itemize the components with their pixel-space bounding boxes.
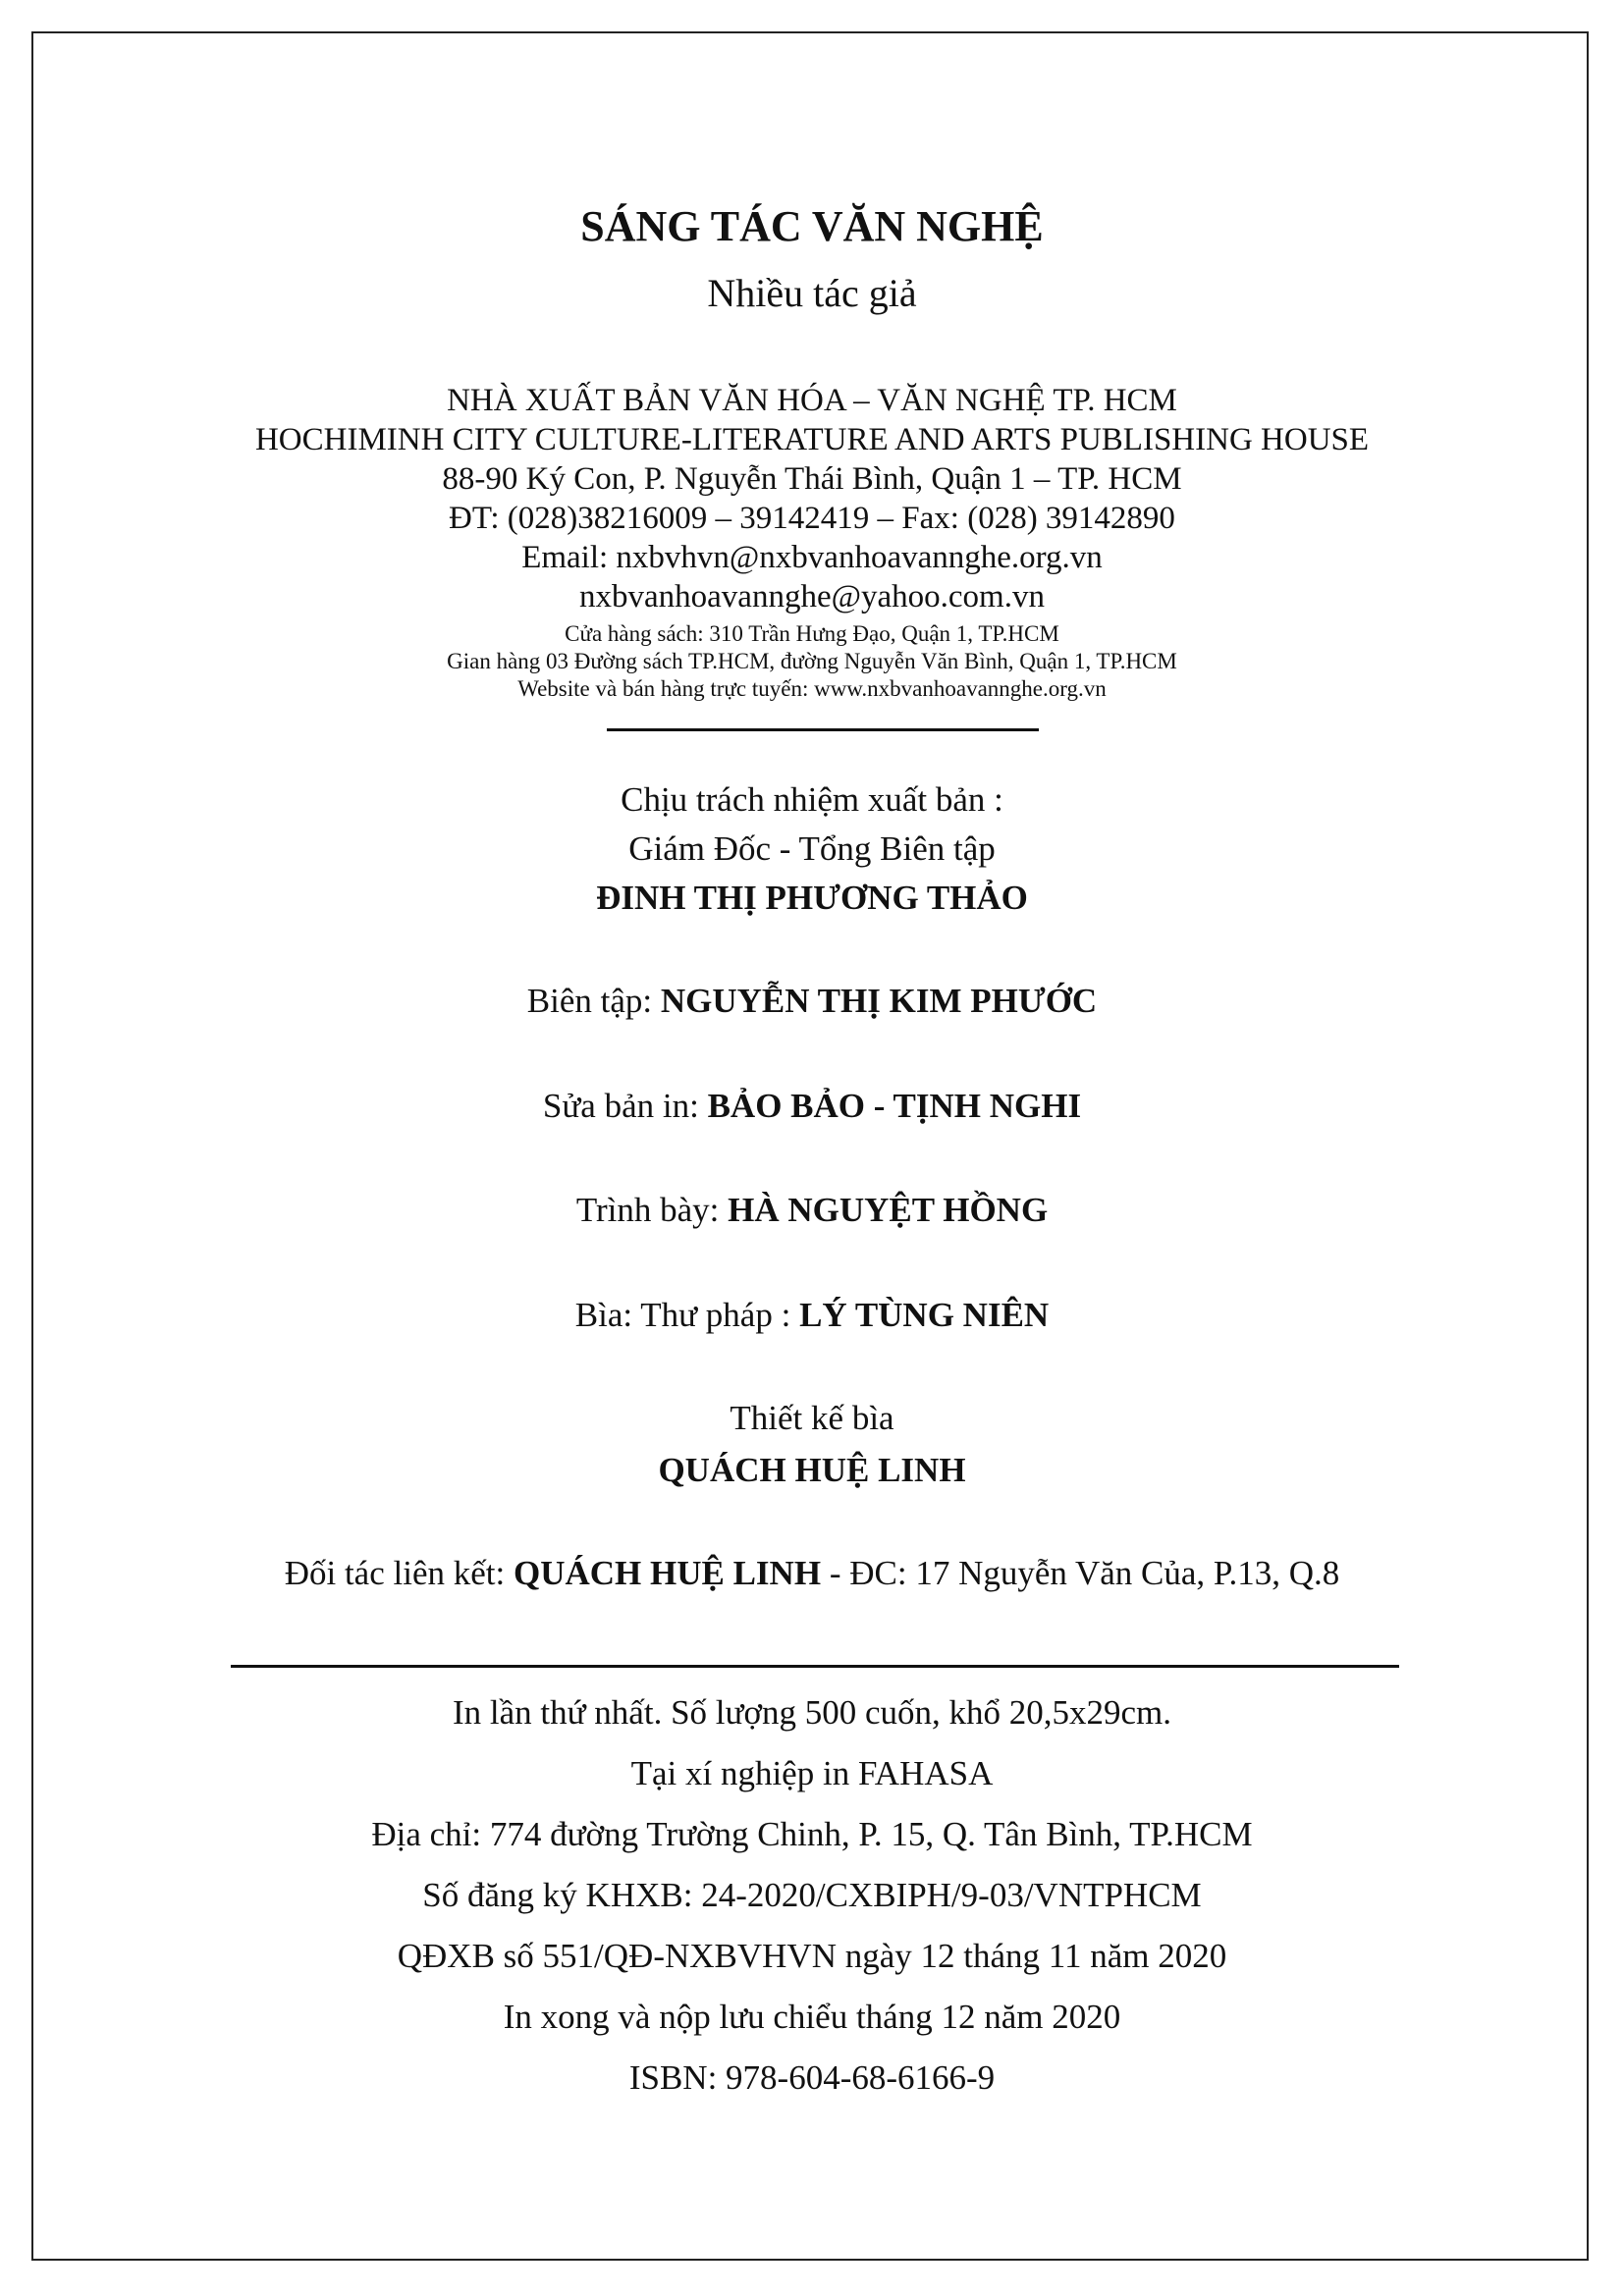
cover-label: Bìa: Thư pháp :: [574, 1296, 791, 1334]
printer: Tại xí nghiệp in FAHASA: [630, 1754, 994, 1792]
printer-address: Địa chỉ: 774 đường Trường Chinh, P. 15, Q. Tân Bình, TP.HCM: [371, 1815, 1253, 1853]
cover-name: LÝ TÙNG NIÊN: [799, 1296, 1050, 1334]
responsible-label: Chịu trách nhiệm xuất bản :: [621, 780, 1003, 819]
partner-name: QUÁCH HUỆ LINH: [513, 1554, 822, 1592]
partner-address: - ĐC: 17 Nguyễn Văn Của, P.13, Q.8: [829, 1554, 1340, 1592]
publisher-store-secondary: Gian hàng 03 Đường sách TP.HCM, đường Nguyễn Văn Bình, Quận 1, TP.HCM: [447, 649, 1177, 673]
layout-name: HÀ NGUYỆT HỒNG: [728, 1191, 1049, 1229]
proof-name: BẢO BẢO - TỊNH NGHI: [707, 1087, 1082, 1125]
publisher-email: Email: nxbvhvn@nxbvanhoavannghe.org.vn: [521, 540, 1103, 575]
book-title: SÁNG TÁC VĂN NGHỆ: [580, 202, 1044, 250]
cover-design-label: Thiết kế bìa: [730, 1399, 894, 1437]
publisher-website: Website và bán hàng trực tuyến: www.nxbvanhoavannghe.org.vn: [517, 676, 1107, 701]
deposit-note: In xong và nộp lưu chiểu tháng 12 năm 2020: [503, 1998, 1121, 2036]
divider-short: [607, 728, 1039, 731]
partner-credit: [0, 1554, 1624, 1593]
layout-label: Trình bày:: [575, 1191, 720, 1229]
publisher-store: Cửa hàng sách: 310 Trần Hưng Đạo, Quận 1, TP.HCM: [565, 621, 1059, 646]
layout-credit: [0, 1191, 1624, 1230]
publisher-phone: ĐT: (028)38216009 – 39142419 – Fax: (028) 39142890: [449, 501, 1175, 536]
editor-name: NGUYỄN THỊ KIM PHƯỚC: [660, 982, 1098, 1020]
director-name: ĐINH THỊ PHƯƠNG THẢO: [596, 879, 1028, 917]
publisher-name-vi: NHÀ XUẤT BẢN VĂN HÓA – VĂN NGHỆ TP. HCM: [447, 383, 1177, 418]
book-author: Nhiều tác giả: [707, 271, 917, 315]
print-run: In lần thứ nhất. Số lượng 500 cuốn, khổ 20,5x29cm.: [452, 1693, 1172, 1732]
publisher-name-en: HOCHIMINH CITY CULTURE-LITERATURE AND ARTS PUBLISHING HOUSE: [254, 422, 1370, 457]
publisher-email-secondary: nxbvanhoavannghe@yahoo.com.vn: [579, 579, 1045, 614]
divider-long: [231, 1665, 1399, 1668]
partner-label: Đối tác liên kết:: [284, 1554, 506, 1592]
proof-label: Sửa bản in:: [542, 1087, 699, 1125]
publisher-address: 88-90 Ký Con, P. Nguyễn Thái Bình, Quận 1 – TP. HCM: [442, 461, 1182, 497]
editor-credit: [0, 982, 1624, 1021]
proof-credit: [0, 1087, 1624, 1126]
editor-label: Biên tập:: [526, 982, 653, 1020]
isbn: ISBN: 978-604-68-6166-9: [628, 2058, 996, 2097]
cover-credit: [0, 1296, 1624, 1335]
director-label: Giám Đốc - Tổng Biên tập: [628, 829, 996, 868]
cover-design-name: QUÁCH HUỆ LINH: [658, 1451, 966, 1489]
registration-number: Số đăng ký KHXB: 24-2020/CXBIPH/9-03/VNTPHCM: [422, 1876, 1202, 1914]
publishing-decision: QĐXB số 551/QĐ-NXBVHVN ngày 12 tháng 11 năm 2020: [397, 1937, 1227, 1975]
page-border: [31, 31, 1589, 2261]
